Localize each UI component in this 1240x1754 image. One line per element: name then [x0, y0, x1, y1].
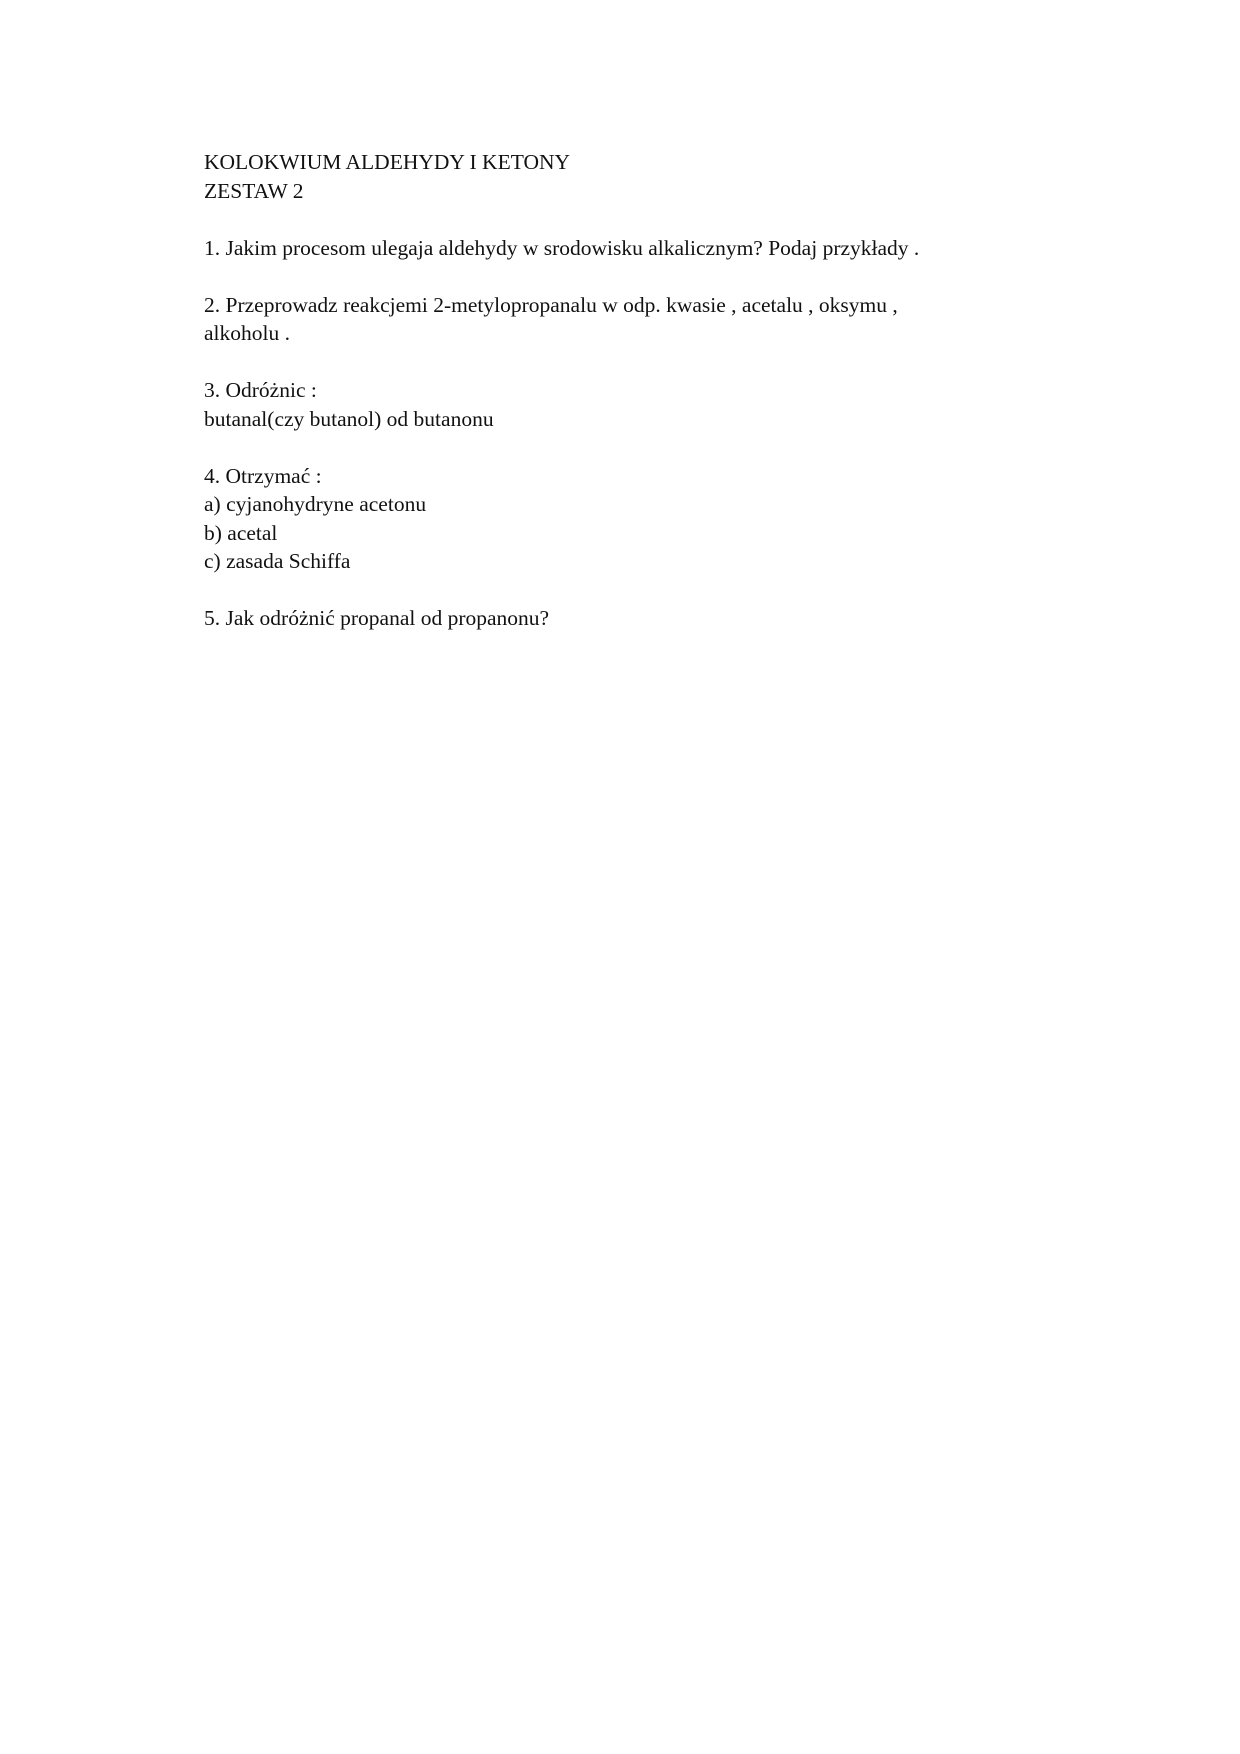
question-3-line-2: butanal(czy butanol) od butanonu — [204, 406, 494, 431]
question-4 — [204, 462, 1064, 576]
question-4-line-1: 4. Otrzymać : — [204, 463, 322, 488]
question-4-item-b: b) acetal — [204, 520, 278, 545]
question-5-line-1: 5. Jak odróżnić propanal od propanonu? — [204, 606, 550, 630]
question-2-line-1: 2. Przeprowadz reakcjemi 2-metylopropanalu w odp. kwasie , acetalu , oksymu , — [204, 292, 898, 317]
question-3-line-1: 3. Odróżnic : — [204, 378, 317, 402]
question-3 — [204, 376, 1064, 433]
question-2 — [204, 291, 1064, 348]
question-4-item-a: a) cyjanohydryne acetonu — [204, 492, 427, 516]
question-1-line-1: 1. Jakim procesom ulegaja aldehydy w srodowisku alkalicznym? Podaj przykłady . — [204, 235, 920, 260]
document-title: KOLOKWIUM ALDEHYDY I KETONY — [204, 150, 571, 174]
document-subtitle: ZESTAW 2 — [204, 178, 304, 203]
question-2-line-2: alkoholu . — [204, 321, 290, 345]
title-block — [204, 148, 1064, 205]
question-1 — [204, 234, 1064, 263]
question-5 — [204, 604, 1064, 633]
document-content — [204, 148, 1064, 633]
question-4-item-c: c) zasada Schiffa — [204, 549, 351, 573]
